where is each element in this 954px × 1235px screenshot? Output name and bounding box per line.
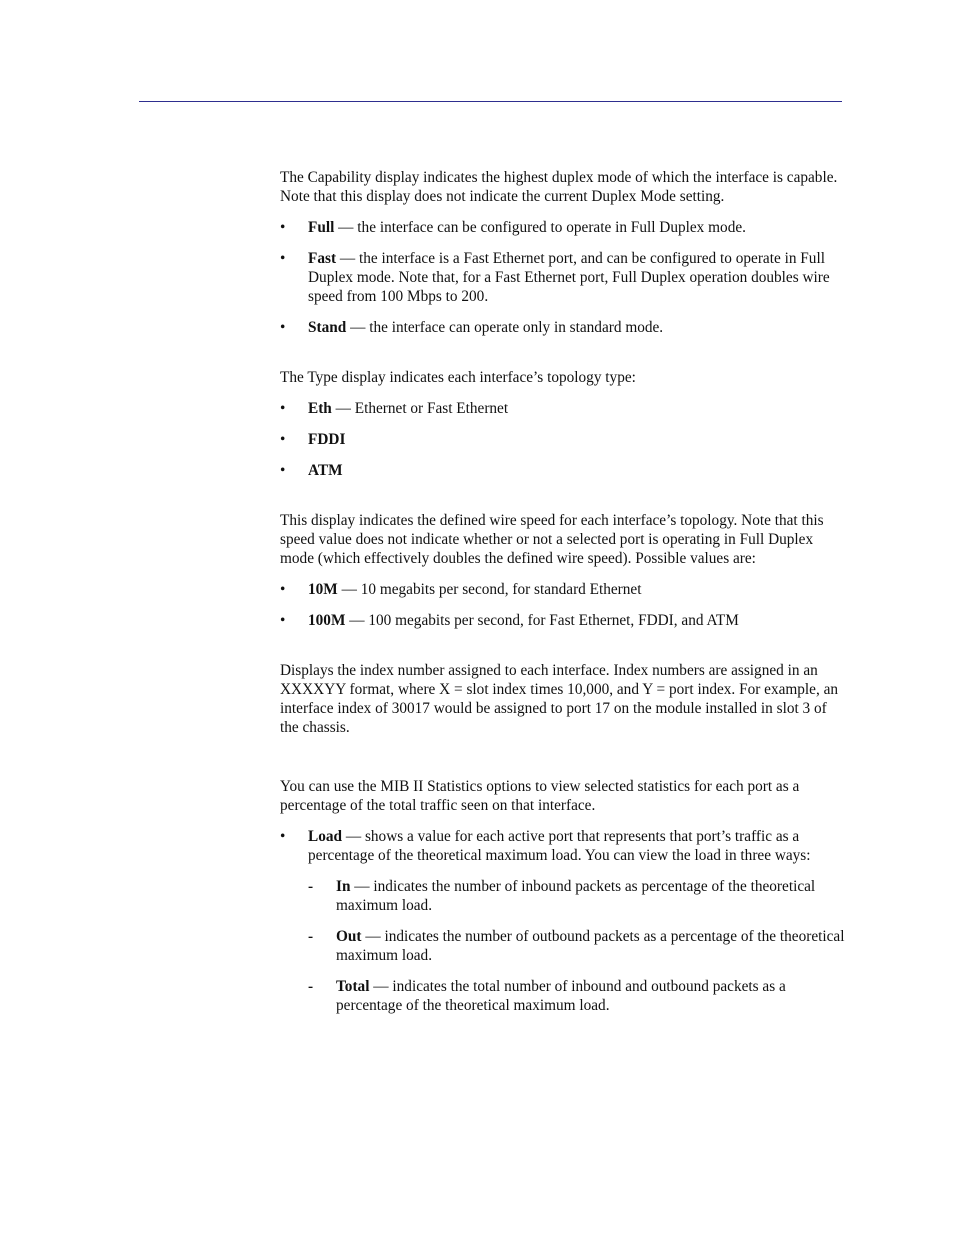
description: — the interface can operate only in standard mode. bbox=[346, 319, 664, 336]
sub-list-item bbox=[280, 877, 845, 915]
bullet-icon: • bbox=[280, 400, 286, 417]
sub-list-item bbox=[280, 977, 845, 1015]
speed-section bbox=[280, 511, 845, 630]
term: Fast bbox=[308, 250, 337, 267]
list-item bbox=[280, 430, 845, 449]
bullet-icon: • bbox=[280, 581, 286, 598]
type-intro: The Type display indicates each interface’s topology type: bbox=[280, 369, 636, 386]
description: — 10 megabits per second, for standard Ethernet bbox=[337, 581, 642, 598]
description: — shows a value for each active port that represents that port’s traffic as a percentage of the theoretical maximum load. You can view the load in three ways: bbox=[308, 828, 811, 864]
capability-intro: The Capability display indicates the highest duplex mode of which the interface is capable. Note that this display does not indicate the current Duplex Mode setting. bbox=[280, 169, 838, 205]
bullet-icon: • bbox=[280, 612, 286, 629]
index-intro: Displays the index number assigned to each interface. Index numbers are assigned in an XXXXYY format, where X = slot index times 10,000, and Y = port index. For example, an interface index of 30017 would be assigned to port 17 on the module installed in slot 3 of the chassis. bbox=[280, 662, 839, 736]
page-content bbox=[280, 168, 845, 1046]
term: Eth bbox=[308, 400, 332, 417]
bullet-icon: • bbox=[280, 319, 286, 336]
dash-icon: - bbox=[308, 878, 314, 895]
bullet-icon: • bbox=[280, 431, 286, 448]
description: — indicates the number of inbound packets as percentage of the theoretical maximum load. bbox=[336, 878, 816, 914]
term: 100M bbox=[308, 612, 346, 629]
list-item bbox=[280, 399, 845, 418]
list-item bbox=[280, 218, 845, 237]
list-item bbox=[280, 318, 845, 337]
description: — Ethernet or Fast Ethernet bbox=[331, 400, 509, 417]
list-item bbox=[280, 827, 845, 865]
dash-icon: - bbox=[308, 978, 314, 995]
sub-list-item bbox=[280, 927, 845, 965]
term: Full bbox=[308, 219, 335, 236]
mib-section bbox=[280, 777, 845, 1015]
index-section bbox=[280, 661, 845, 737]
term: In bbox=[336, 878, 351, 895]
term: Stand bbox=[308, 319, 347, 336]
term: Out bbox=[336, 928, 362, 945]
list-item bbox=[280, 580, 845, 599]
description: — the interface is a Fast Ethernet port, and can be configured to operate in Full Duplex mode. Note that, for a Fast Ethernet port, Full Duplex operation doubles wire speed from 100 Mbps to 200. bbox=[308, 250, 830, 305]
speed-intro: This display indicates the defined wire speed for each interface’s topology. Note that this speed value does not indicate whether or not a selected port is operating in Full Duplex mode (which effectively doubles the defined wire speed). Possible values are: bbox=[280, 512, 824, 567]
term: FDDI bbox=[308, 431, 346, 448]
description: — indicates the number of outbound packets as a percentage of the theoretical maximum load. bbox=[336, 928, 845, 964]
bullet-icon: • bbox=[280, 462, 286, 479]
mib-intro: You can use the MIB II Statistics options to view selected statistics for each port as a percentage of the total traffic seen on that interface. bbox=[280, 778, 800, 814]
list-item bbox=[280, 249, 845, 306]
description: — 100 megabits per second, for Fast Ethernet, FDDI, and ATM bbox=[345, 612, 739, 629]
list-item bbox=[280, 611, 845, 630]
bullet-icon: • bbox=[280, 828, 286, 845]
capability-section bbox=[280, 168, 845, 337]
dash-icon: - bbox=[308, 928, 314, 945]
term: ATM bbox=[308, 462, 343, 479]
term: Total bbox=[336, 978, 370, 995]
header-rule bbox=[139, 101, 842, 102]
list-item bbox=[280, 461, 845, 480]
term: Load bbox=[308, 828, 343, 845]
type-section bbox=[280, 368, 845, 480]
description: — indicates the total number of inbound and outbound packets as a percentage of the theoretical maximum load. bbox=[336, 978, 786, 1014]
term: 10M bbox=[308, 581, 338, 598]
bullet-icon: • bbox=[280, 250, 286, 267]
bullet-icon: • bbox=[280, 219, 286, 236]
description: — the interface can be configured to operate in Full Duplex mode. bbox=[334, 219, 746, 236]
